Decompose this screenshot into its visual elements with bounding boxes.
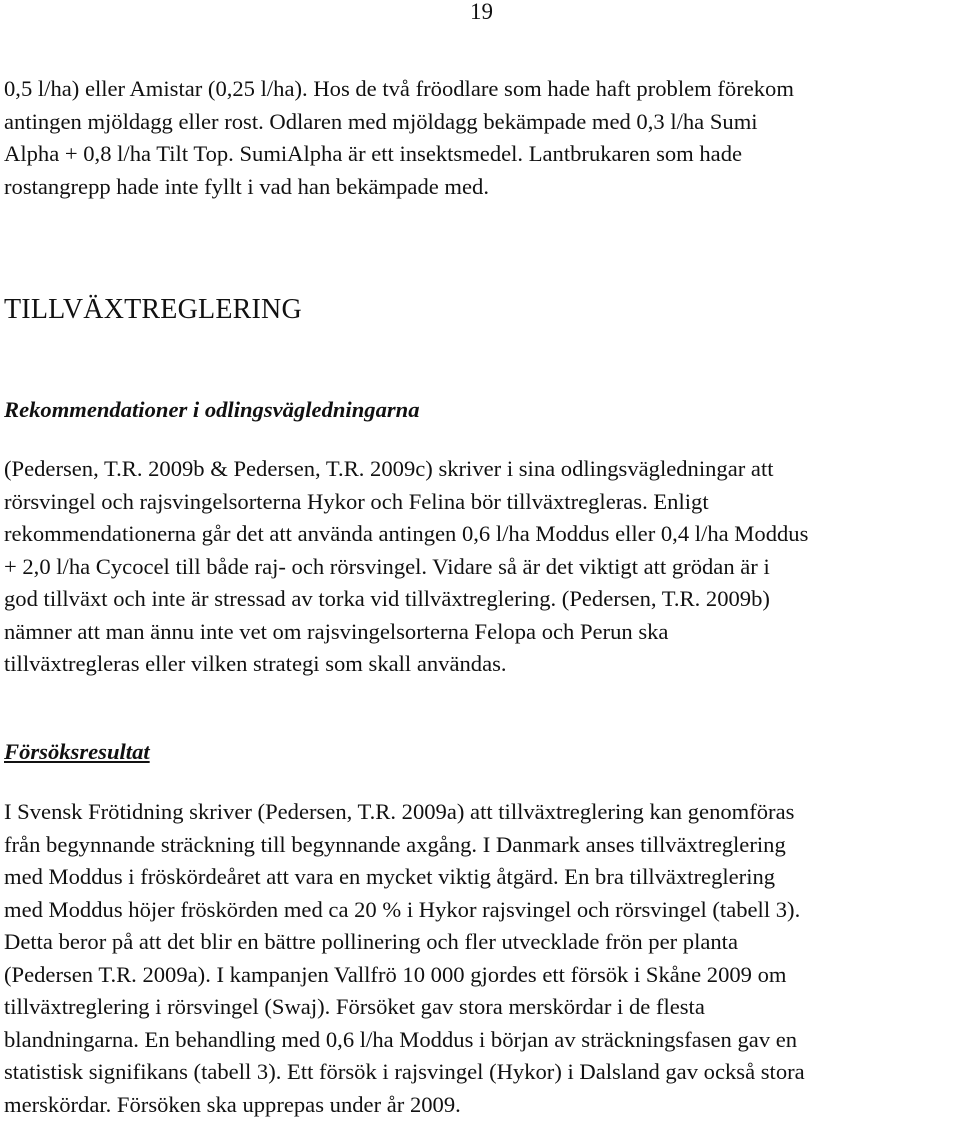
paragraph-line: med Moddus höjer fröskörden med ca 20 % i Hykor rajsvingel och rörsvingel (tabell 3). [4, 894, 959, 927]
paragraph-line: statistisk signifikans (tabell 3). Ett försök i rajsvingel (Hykor) i Dalsland gav också stora [4, 1056, 959, 1089]
paragraph-line: (Pedersen T.R. 2009a). I kampanjen Vallfrö 10 000 gjordes ett försök i Skåne 2009 om [4, 959, 959, 992]
paragraph-line: från begynnande sträckning till begynnande axgång. I Danmark anses tillväxtreglering [4, 829, 959, 862]
paragraph-line: rekommendationerna går det att använda antingen 0,6 l/ha Moddus eller 0,4 l/ha Moddus [4, 518, 959, 551]
paragraph-line: rörsvingel och rajsvingelsorterna Hykor och Felina bör tillväxtregleras. Enligt [4, 486, 959, 519]
recommendations-paragraph [4, 453, 959, 681]
section-heading: TILLVÄXTREGLERING [4, 294, 302, 326]
paragraph-line: + 2,0 l/ha Cycocel till både raj- och rörsvingel. Vidare så är det viktigt att grödan är i [4, 551, 959, 584]
paragraph-line: god tillväxt och inte är stressad av torka vid tillväxtreglering. (Pedersen, T.R. 2009b) [4, 583, 959, 616]
paragraph-line: Detta beror på att det blir en bättre pollinering och fler utvecklade frön per planta [4, 926, 959, 959]
paragraph-line: nämner att man ännu inte vet om rajsvingelsorterna Felopa och Perun ska [4, 616, 959, 649]
paragraph-line: antingen mjöldagg eller rost. Odlaren med mjöldagg bekämpade med 0,3 l/ha Sumi [4, 106, 959, 139]
paragraph-line: (Pedersen, T.R. 2009b & Pedersen, T.R. 2009c) skriver i sina odlingsvägledningar att [4, 453, 959, 486]
paragraph-line: 0,5 l/ha) eller Amistar (0,25 l/ha). Hos de två fröodlare som hade haft problem förekom [4, 73, 959, 106]
subsection-heading: Rekommendationer i odlingsvägledningarna [4, 395, 420, 425]
page-number: 19 [470, 0, 493, 25]
paragraph-line: merskördar. Försöken ska upprepas under år 2009. [4, 1089, 959, 1121]
paragraph-line: Alpha + 0,8 l/ha Tilt Top. SumiAlpha är ett insektsmedel. Lantbrukaren som hade [4, 138, 959, 171]
results-heading: Försöksresultat [4, 737, 150, 767]
paragraph-line: med Moddus i fröskördeåret att vara en mycket viktig åtgärd. En bra tillväxtreglering [4, 861, 959, 894]
paragraph-line: blandningarna. En behandling med 0,6 l/ha Moddus i början av sträckningsfasen gav en [4, 1024, 959, 1057]
paragraph-line: tillväxtregleras eller vilken strategi som skall användas. [4, 648, 959, 681]
intro-paragraph [4, 73, 959, 203]
paragraph-line: tillväxtreglering i rörsvingel (Swaj). Försöket gav stora merskördar i de flesta [4, 991, 959, 1024]
paragraph-line: I Svensk Frötidning skriver (Pedersen, T.R. 2009a) att tillväxtreglering kan genomföras [4, 796, 959, 829]
results-paragraph [4, 796, 959, 1121]
paragraph-line: rostangrepp hade inte fyllt i vad han bekämpade med. [4, 171, 959, 204]
